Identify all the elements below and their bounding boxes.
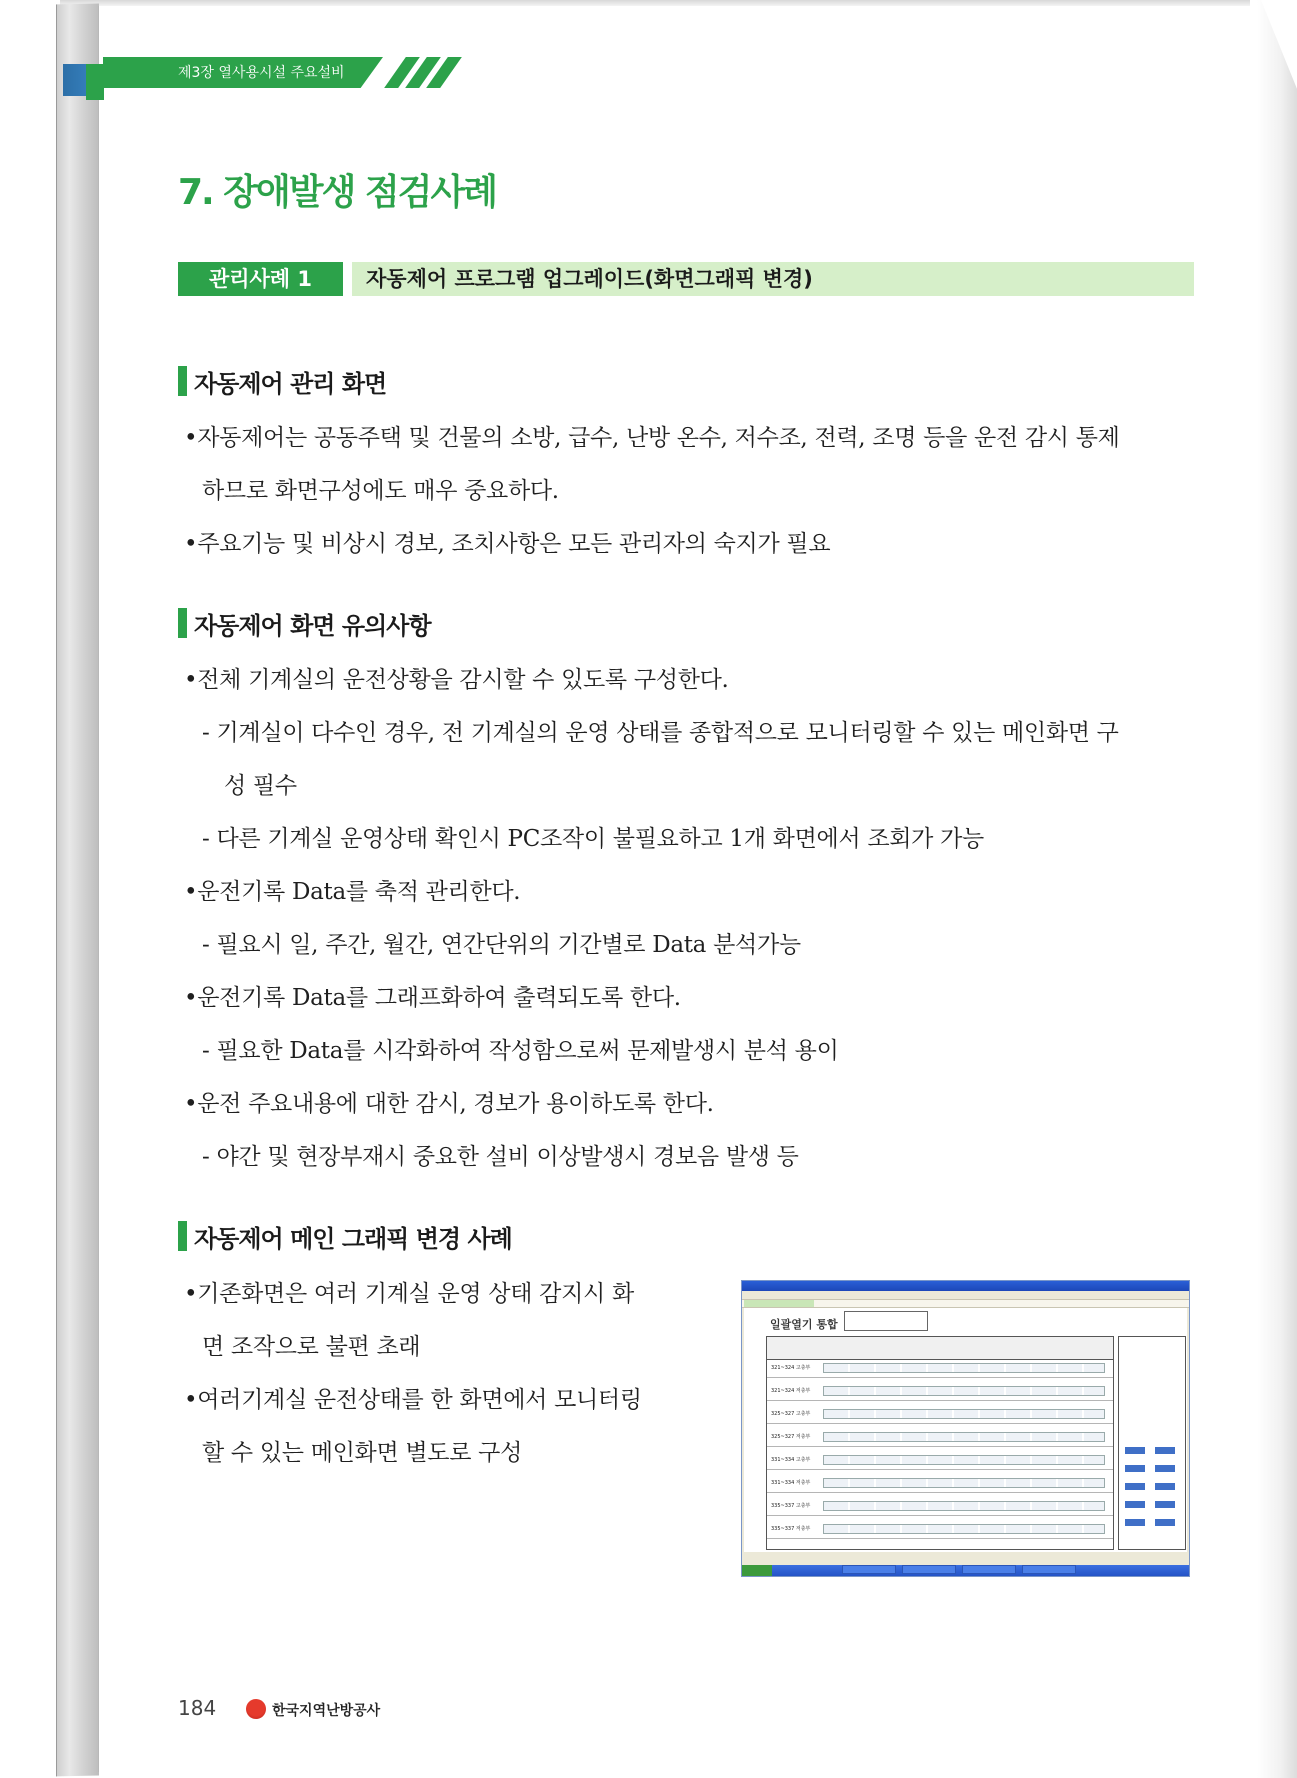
body-line: •운전기록 Data를 축적 관리한다. <box>184 879 521 905</box>
table-row: 325~327 저층부 <box>767 1428 1113 1447</box>
screenshot-table-header <box>767 1337 1113 1360</box>
case-title: 자동제어 프로그램 업그레이드(화면그래픽 변경) <box>352 262 1194 296</box>
table-row: 335~337 고층부 <box>767 1497 1113 1516</box>
screenshot-taskbar <box>742 1565 1189 1576</box>
body-line: 하므로 화면구성에도 매우 중요하다. <box>202 478 559 504</box>
chapter-tab-accent <box>86 64 104 100</box>
company-name: 한국지역난방공사 <box>272 1703 381 1719</box>
screenshot-titlebar <box>742 1281 1189 1291</box>
table-row: 331~334 저층부 <box>767 1474 1113 1493</box>
body-line: - 기계실이 다수인 경우, 전 기계실의 운영 상태를 종합적으로 모니터링할 수 있는 메인화면 구 <box>202 720 1119 746</box>
screenshot-toolbar <box>742 1300 1189 1308</box>
page-edge-right <box>1257 0 1297 1778</box>
screenshot-heading: 일괄열기 통합 <box>770 1318 838 1331</box>
control-program-screenshot <box>741 1280 1190 1577</box>
body-line: •주요기능 및 비상시 경보, 조치사항은 모든 관리자의 숙지가 필요 <box>184 531 831 557</box>
page-edge-left <box>56 4 99 1777</box>
subheading-graphic-change-case: 자동제어 메인 그래픽 변경 사례 <box>178 1219 512 1254</box>
screenshot-canvas <box>744 1308 1187 1552</box>
body-line: - 필요한 Data를 시각화하여 작성함으로써 문제발생시 분석 용이 <box>202 1038 839 1064</box>
table-row: 335~337 저층부 <box>767 1520 1113 1539</box>
body-line: - 야간 및 현장부재시 중요한 설비 이상발생시 경보음 발생 등 <box>202 1144 799 1170</box>
page-number: 184 <box>178 1696 217 1720</box>
table-row: 321~324 고층부 <box>767 1359 1113 1378</box>
body-line: 할 수 있는 메인화면 별도로 구성 <box>202 1440 522 1466</box>
body-line: •운전기록 Data를 그래프화하여 출력되도록 한다. <box>184 985 681 1011</box>
body-line: •여러기계실 운전상태를 한 화면에서 모니터링 <box>184 1387 642 1413</box>
table-row: 325~327 고층부 <box>767 1405 1113 1424</box>
screenshot-status-table <box>766 1336 1114 1550</box>
section-title: 7. 장애발생 점검사례 <box>178 172 496 213</box>
table-row: 331~334 고층부 <box>767 1451 1113 1470</box>
body-line: •자동제어는 공동주택 및 건물의 소방, 급수, 난방 온수, 저수조, 전력, 조명 등을 운전 감시 통제 <box>184 425 1120 451</box>
company-logo-icon <box>246 1699 266 1719</box>
body-line: 면 조작으로 불편 초래 <box>202 1334 421 1360</box>
screenshot-menubar <box>742 1291 1189 1300</box>
body-line: - 다른 기계실 운영상태 확인시 PC조작이 불필요하고 1개 화면에서 조회가 가능 <box>202 826 984 852</box>
body-line: •전체 기계실의 운전상황을 감시할 수 있도록 구성한다. <box>184 667 729 693</box>
table-row: 321~324 저층부 <box>767 1382 1113 1401</box>
screenshot-start-button <box>742 1565 772 1576</box>
subheading-management-screen: 자동제어 관리 화면 <box>178 364 386 399</box>
subheading-screen-notes: 자동제어 화면 유의사항 <box>178 606 431 641</box>
chapter-title: 제3장 열사용시설 주요설비 <box>178 65 345 81</box>
body-line: •기존화면은 여러 기계실 운영 상태 감지시 화 <box>184 1281 634 1307</box>
body-line: 성 필수 <box>224 773 297 799</box>
screenshot-side-panel <box>1118 1336 1186 1550</box>
body-line: - 필요시 일, 주간, 월간, 연간단위의 기간별로 Data 분석가능 <box>202 932 801 958</box>
body-line: •운전 주요내용에 대한 감시, 경보가 용이하도록 한다. <box>184 1091 714 1117</box>
screenshot-note-box <box>844 1311 928 1331</box>
case-label: 관리사례 1 <box>178 262 343 296</box>
